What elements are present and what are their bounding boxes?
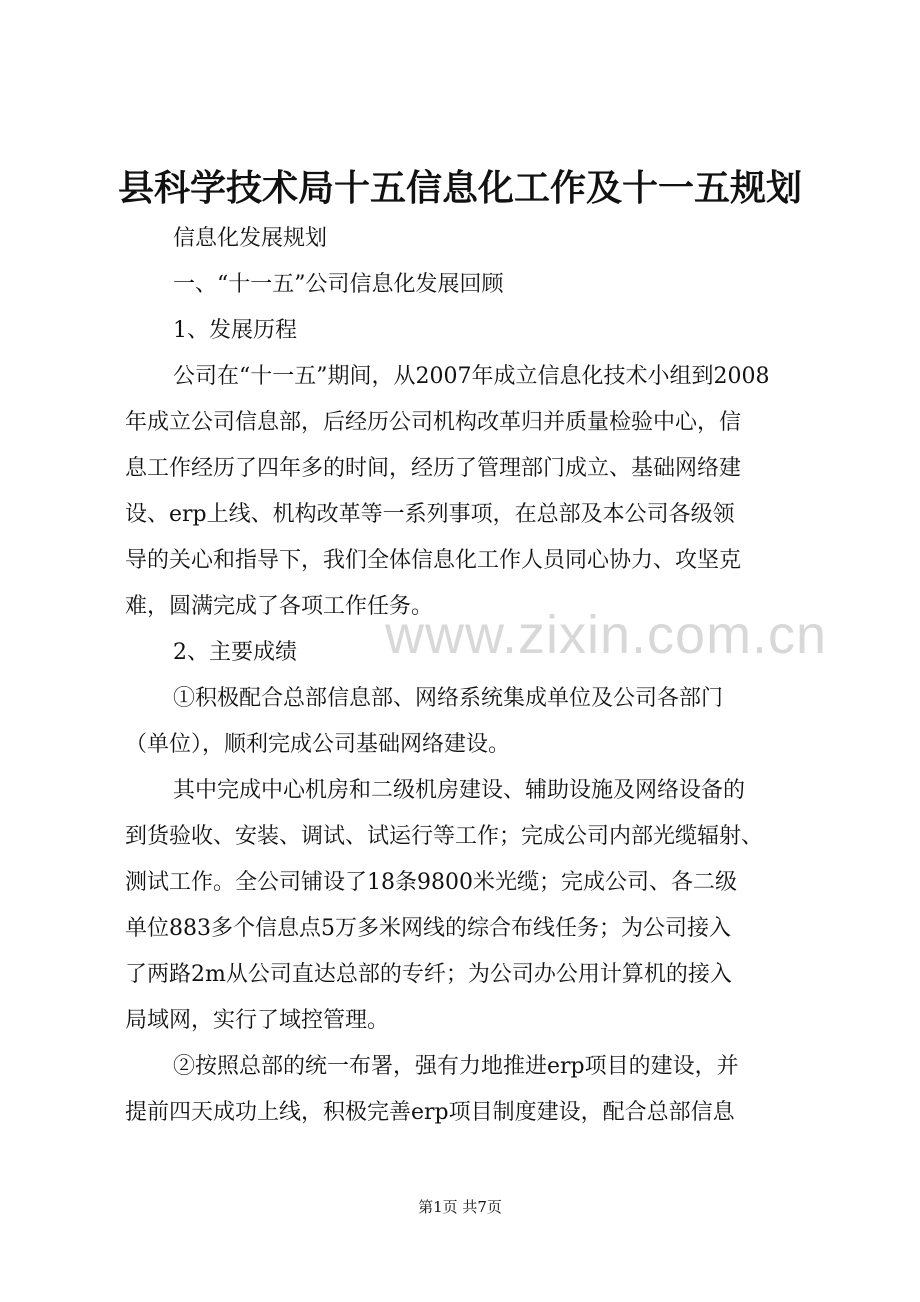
paragraph-line: 公司在“十一五”期间，从2007年成立信息化技术小组到2008 bbox=[173, 364, 770, 389]
document-title: 县科学技术局十五信息化工作及十一五规划 bbox=[117, 167, 802, 209]
paragraph-line: 息工作经历了四年多的时间，经历了管理部门成立、基础网络建 bbox=[125, 456, 742, 481]
paragraph-line: ②按照总部的统一布署，强有力地推进erp项目的建设，并 bbox=[173, 1054, 739, 1079]
paragraph-line: 局域网，实行了域控管理。 bbox=[125, 1008, 390, 1033]
page-footer: 第1页 共7页 bbox=[418, 1198, 502, 1216]
paragraph-line: 年成立公司信息部，后经历公司机构改革归并质量检验中心，信 bbox=[125, 410, 742, 435]
paragraph-line: （单位），顺利完成公司基础网络建设。 bbox=[125, 732, 511, 757]
paragraph-line: 设、erp上线、机构改革等一系列事项，在总部及本公司各级领 bbox=[125, 502, 735, 527]
paragraph-line: 单位883多个信息点5万多米网线的综合布线任务；为公司接入 bbox=[125, 916, 731, 941]
paragraph-line: 测试工作。全公司铺设了18条9800米光缆；完成公司、各二级 bbox=[125, 870, 737, 895]
section-heading: 信息化发展规划 bbox=[173, 226, 328, 251]
subsection-heading: 2、主要成绩 bbox=[173, 640, 297, 665]
watermark: www.zixin.com.cn bbox=[385, 605, 828, 665]
paragraph-line: 其中完成中心机房和二级机房建设、辅助设施及网络设备的 bbox=[173, 778, 746, 803]
paragraph-line: ①积极配合总部信息部、网络系统集成单位及公司各部门 bbox=[173, 686, 724, 711]
paragraph-line: 导的关心和指导下，我们全体信息化工作人员同心协力、攻坚克 bbox=[125, 548, 742, 573]
section-heading: 一、“十一五”公司信息化发展回顾 bbox=[173, 272, 504, 297]
paragraph-line: 到货验收、安装、调试、试运行等工作；完成公司内部光缆辐射、 bbox=[125, 824, 764, 849]
subsection-heading: 1、发展历程 bbox=[173, 318, 297, 343]
paragraph-line: 提前四天成功上线，积极完善erp项目制度建设，配合总部信息 bbox=[125, 1100, 735, 1125]
paragraph-line: 难，圆满完成了各项工作任务。 bbox=[125, 594, 434, 619]
paragraph-line: 了两路2m从公司直达总部的专纤；为公司办公用计算机的接入 bbox=[125, 962, 732, 987]
